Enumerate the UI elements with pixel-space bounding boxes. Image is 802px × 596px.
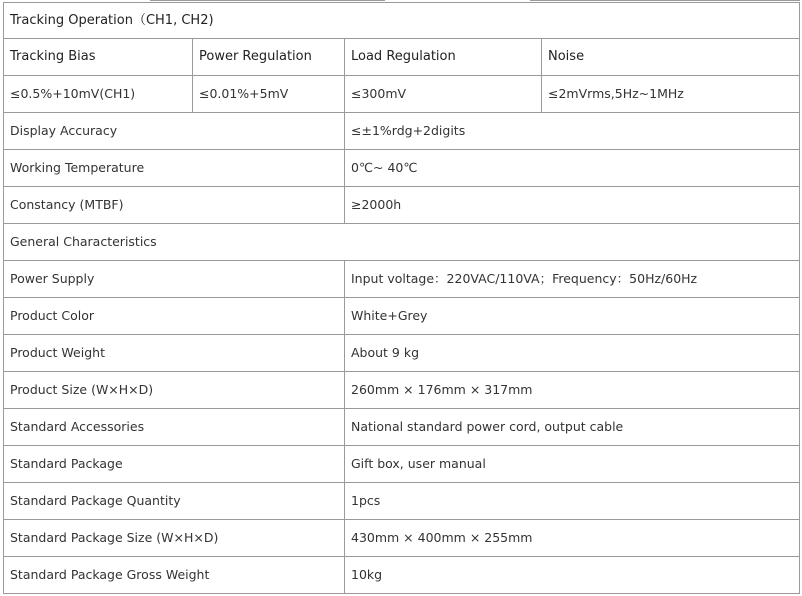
power-regulation-header: Power Regulation (193, 39, 345, 76)
general-characteristics-header: General Characteristics (4, 224, 800, 261)
row-value: 430mm × 400mm × 255mm (345, 520, 800, 557)
tracking-values-row (4, 76, 800, 113)
table-row (4, 409, 800, 446)
row-value: 0℃~ 40℃ (345, 150, 800, 187)
table-row (4, 446, 800, 483)
load-regulation-header: Load Regulation (345, 39, 542, 76)
table-row (4, 187, 800, 224)
row-value: Input voltage：220VAC/110VA；Frequency：50Hz/60Hz (345, 261, 800, 298)
tracking-operation-header: Tracking Operation（CH1, CH2) (4, 3, 800, 39)
row-label: Standard Package Gross Weight (4, 557, 345, 594)
tracking-columns-row (4, 39, 800, 76)
tracking-bias-value: ≤0.5%+10mV(CH1) (4, 76, 193, 113)
table-row (4, 372, 800, 409)
row-value: Gift box, user manual (345, 446, 800, 483)
table-row (4, 483, 800, 520)
tracking-bias-header: Tracking Bias (4, 39, 193, 76)
noise-header: Noise (542, 39, 800, 76)
row-label: Display Accuracy (4, 113, 345, 150)
row-value: ≤±1%rdg+2digits (345, 113, 800, 150)
table-row (4, 298, 800, 335)
tracking-header-row (4, 3, 800, 39)
row-label: Product Size (W×H×D) (4, 372, 345, 409)
row-value: About 9 kg (345, 335, 800, 372)
row-label: Constancy (MTBF) (4, 187, 345, 224)
top-partial-border (530, 0, 800, 1)
top-partial-border (150, 0, 385, 1)
row-label: Standard Package Size (W×H×D) (4, 520, 345, 557)
spec-table (3, 2, 800, 594)
row-label: Standard Package Quantity (4, 483, 345, 520)
row-value: ≥2000h (345, 187, 800, 224)
power-regulation-value: ≤0.01%+5mV (193, 76, 345, 113)
table-row (4, 150, 800, 187)
row-value: 260mm × 176mm × 317mm (345, 372, 800, 409)
table-row (4, 557, 800, 594)
load-regulation-value: ≤300mV (345, 76, 542, 113)
row-value: 10kg (345, 557, 800, 594)
general-header-row (4, 224, 800, 261)
row-label: Standard Accessories (4, 409, 345, 446)
noise-value: ≤2mVrms,5Hz~1MHz (542, 76, 800, 113)
row-label: Standard Package (4, 446, 345, 483)
table-row (4, 520, 800, 557)
row-value: White+Grey (345, 298, 800, 335)
row-label: Power Supply (4, 261, 345, 298)
row-value: 1pcs (345, 483, 800, 520)
row-label: Product Color (4, 298, 345, 335)
row-label: Product Weight (4, 335, 345, 372)
table-row (4, 335, 800, 372)
table-row (4, 113, 800, 150)
table-row (4, 261, 800, 298)
row-value: National standard power cord, output cable (345, 409, 800, 446)
row-label: Working Temperature (4, 150, 345, 187)
